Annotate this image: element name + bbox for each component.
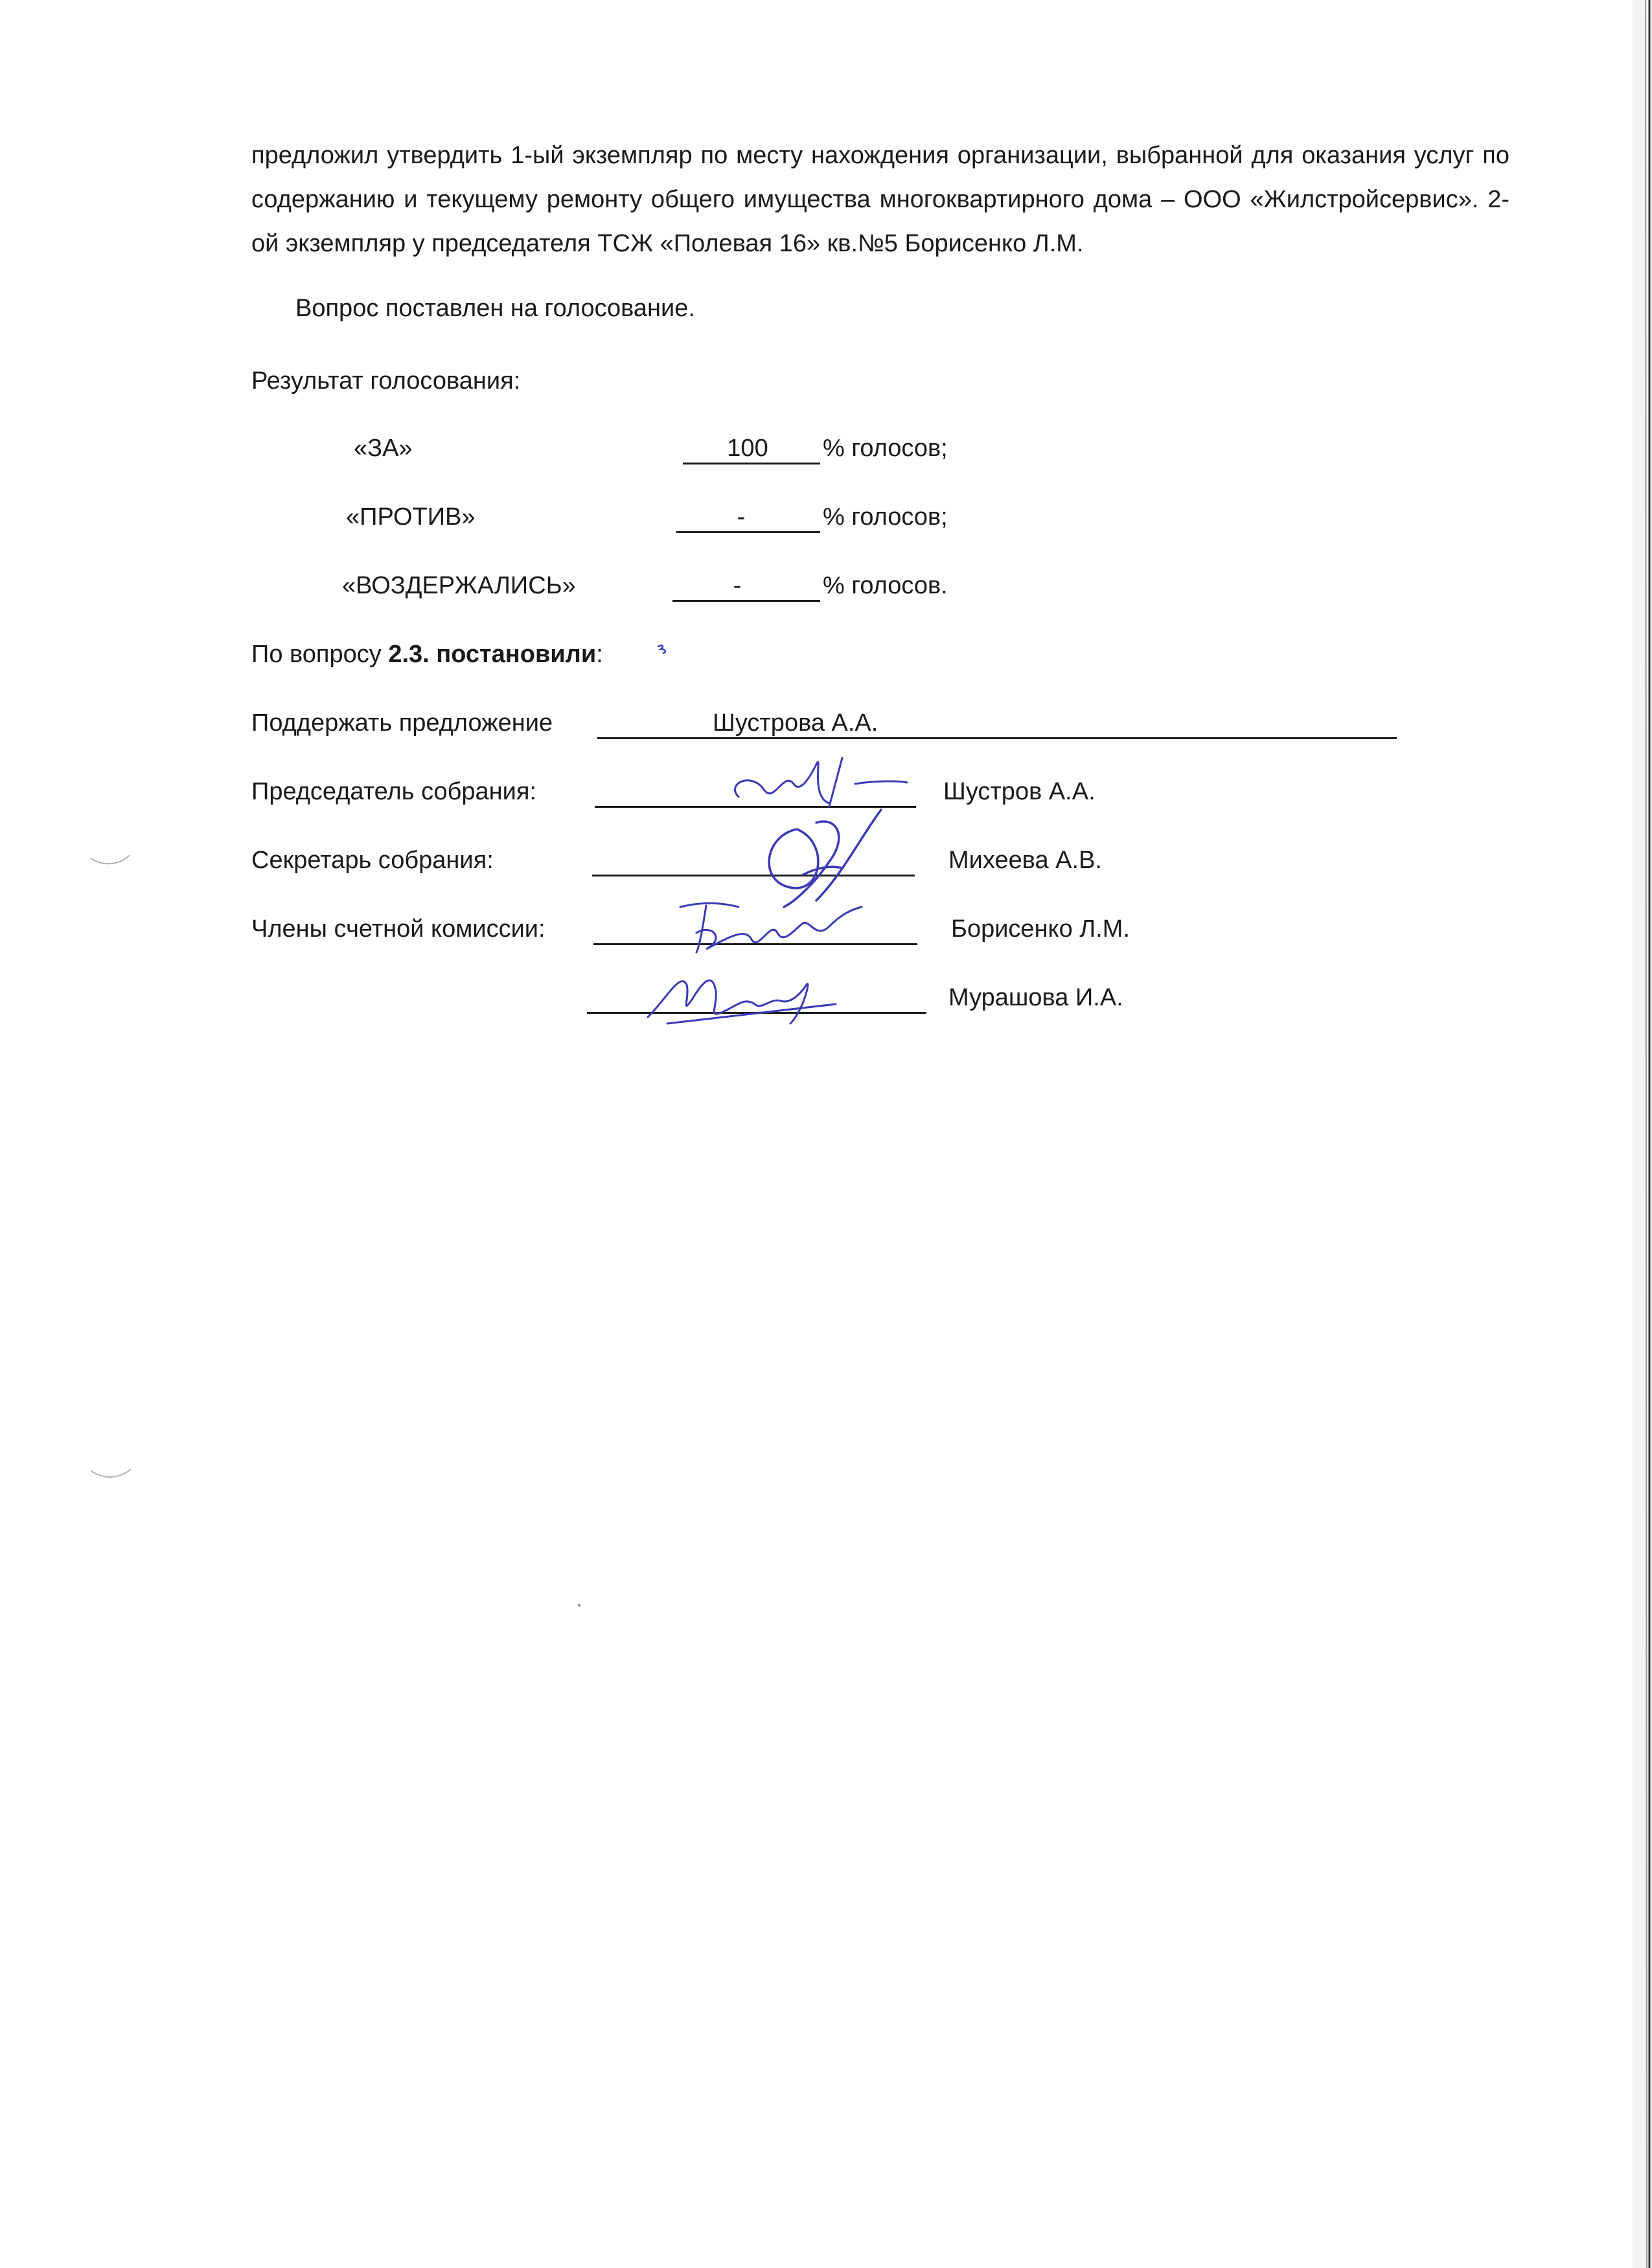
vote-value-for: 100 xyxy=(727,435,768,462)
decided-line xyxy=(251,639,603,670)
ink-mark xyxy=(656,641,671,657)
vote-label-against: «ПРОТИВ» xyxy=(346,503,476,531)
signature-name-commission-2: Мурашова И.А. xyxy=(948,984,1123,1011)
signature-role-commission: Члены счетной комиссии: xyxy=(251,915,545,943)
decided-prefix: По вопросу xyxy=(251,641,389,668)
vote-suffix-abstain: % голосов. xyxy=(823,572,948,599)
vote-value-abstain: - xyxy=(733,572,742,599)
signature-role-chairman: Председатель собрания: xyxy=(251,778,537,805)
signature-name-secretary: Михеева А.В. xyxy=(948,847,1102,874)
vote-label-for: «ЗА» xyxy=(354,435,413,462)
scan-speck xyxy=(578,1604,580,1607)
scan-right-edge xyxy=(1633,0,1652,2268)
decided-suffix: : xyxy=(596,641,603,668)
signature-name-chairman: Шустров А.А. xyxy=(943,778,1096,805)
scan-artifact-hole-2 xyxy=(84,1458,136,1483)
signature-scribble-borisenko xyxy=(667,888,868,965)
vote-value-against: - xyxy=(737,503,746,531)
result-title: Результат голосования: xyxy=(251,367,521,395)
signature-role-secretary: Секретарь собрания: xyxy=(251,847,494,874)
scan-artifact-hole-1 xyxy=(84,842,136,868)
body-paragraph: предложил утвердить 1-ый экземпляр по месту нахождения организации, выбранной для оказания услуг по содержанию и текущему ремонту общего имущества многоквартирного дома – ООО «Жилстройсервис». 2-ой экземпляр у председателя ТСЖ «Полевая 16» кв.№5 Борисенко Л.М. xyxy=(251,142,1509,257)
signature-name-commission-1: Борисенко Л.М. xyxy=(951,915,1130,943)
question-text: Вопрос поставлен на голосование. xyxy=(295,295,695,322)
signature-scribble-murashova xyxy=(641,959,849,1037)
vote-suffix-for: % голосов; xyxy=(823,435,948,462)
support-name: Шустрова А.А. xyxy=(713,709,878,737)
decided-bold: 2.3. постановили xyxy=(388,641,597,668)
support-label: Поддержать предложение xyxy=(251,709,553,737)
vote-label-abstain: «ВОЗДЕРЖАЛИСЬ» xyxy=(342,572,576,599)
vote-suffix-against: % голосов; xyxy=(823,503,948,531)
